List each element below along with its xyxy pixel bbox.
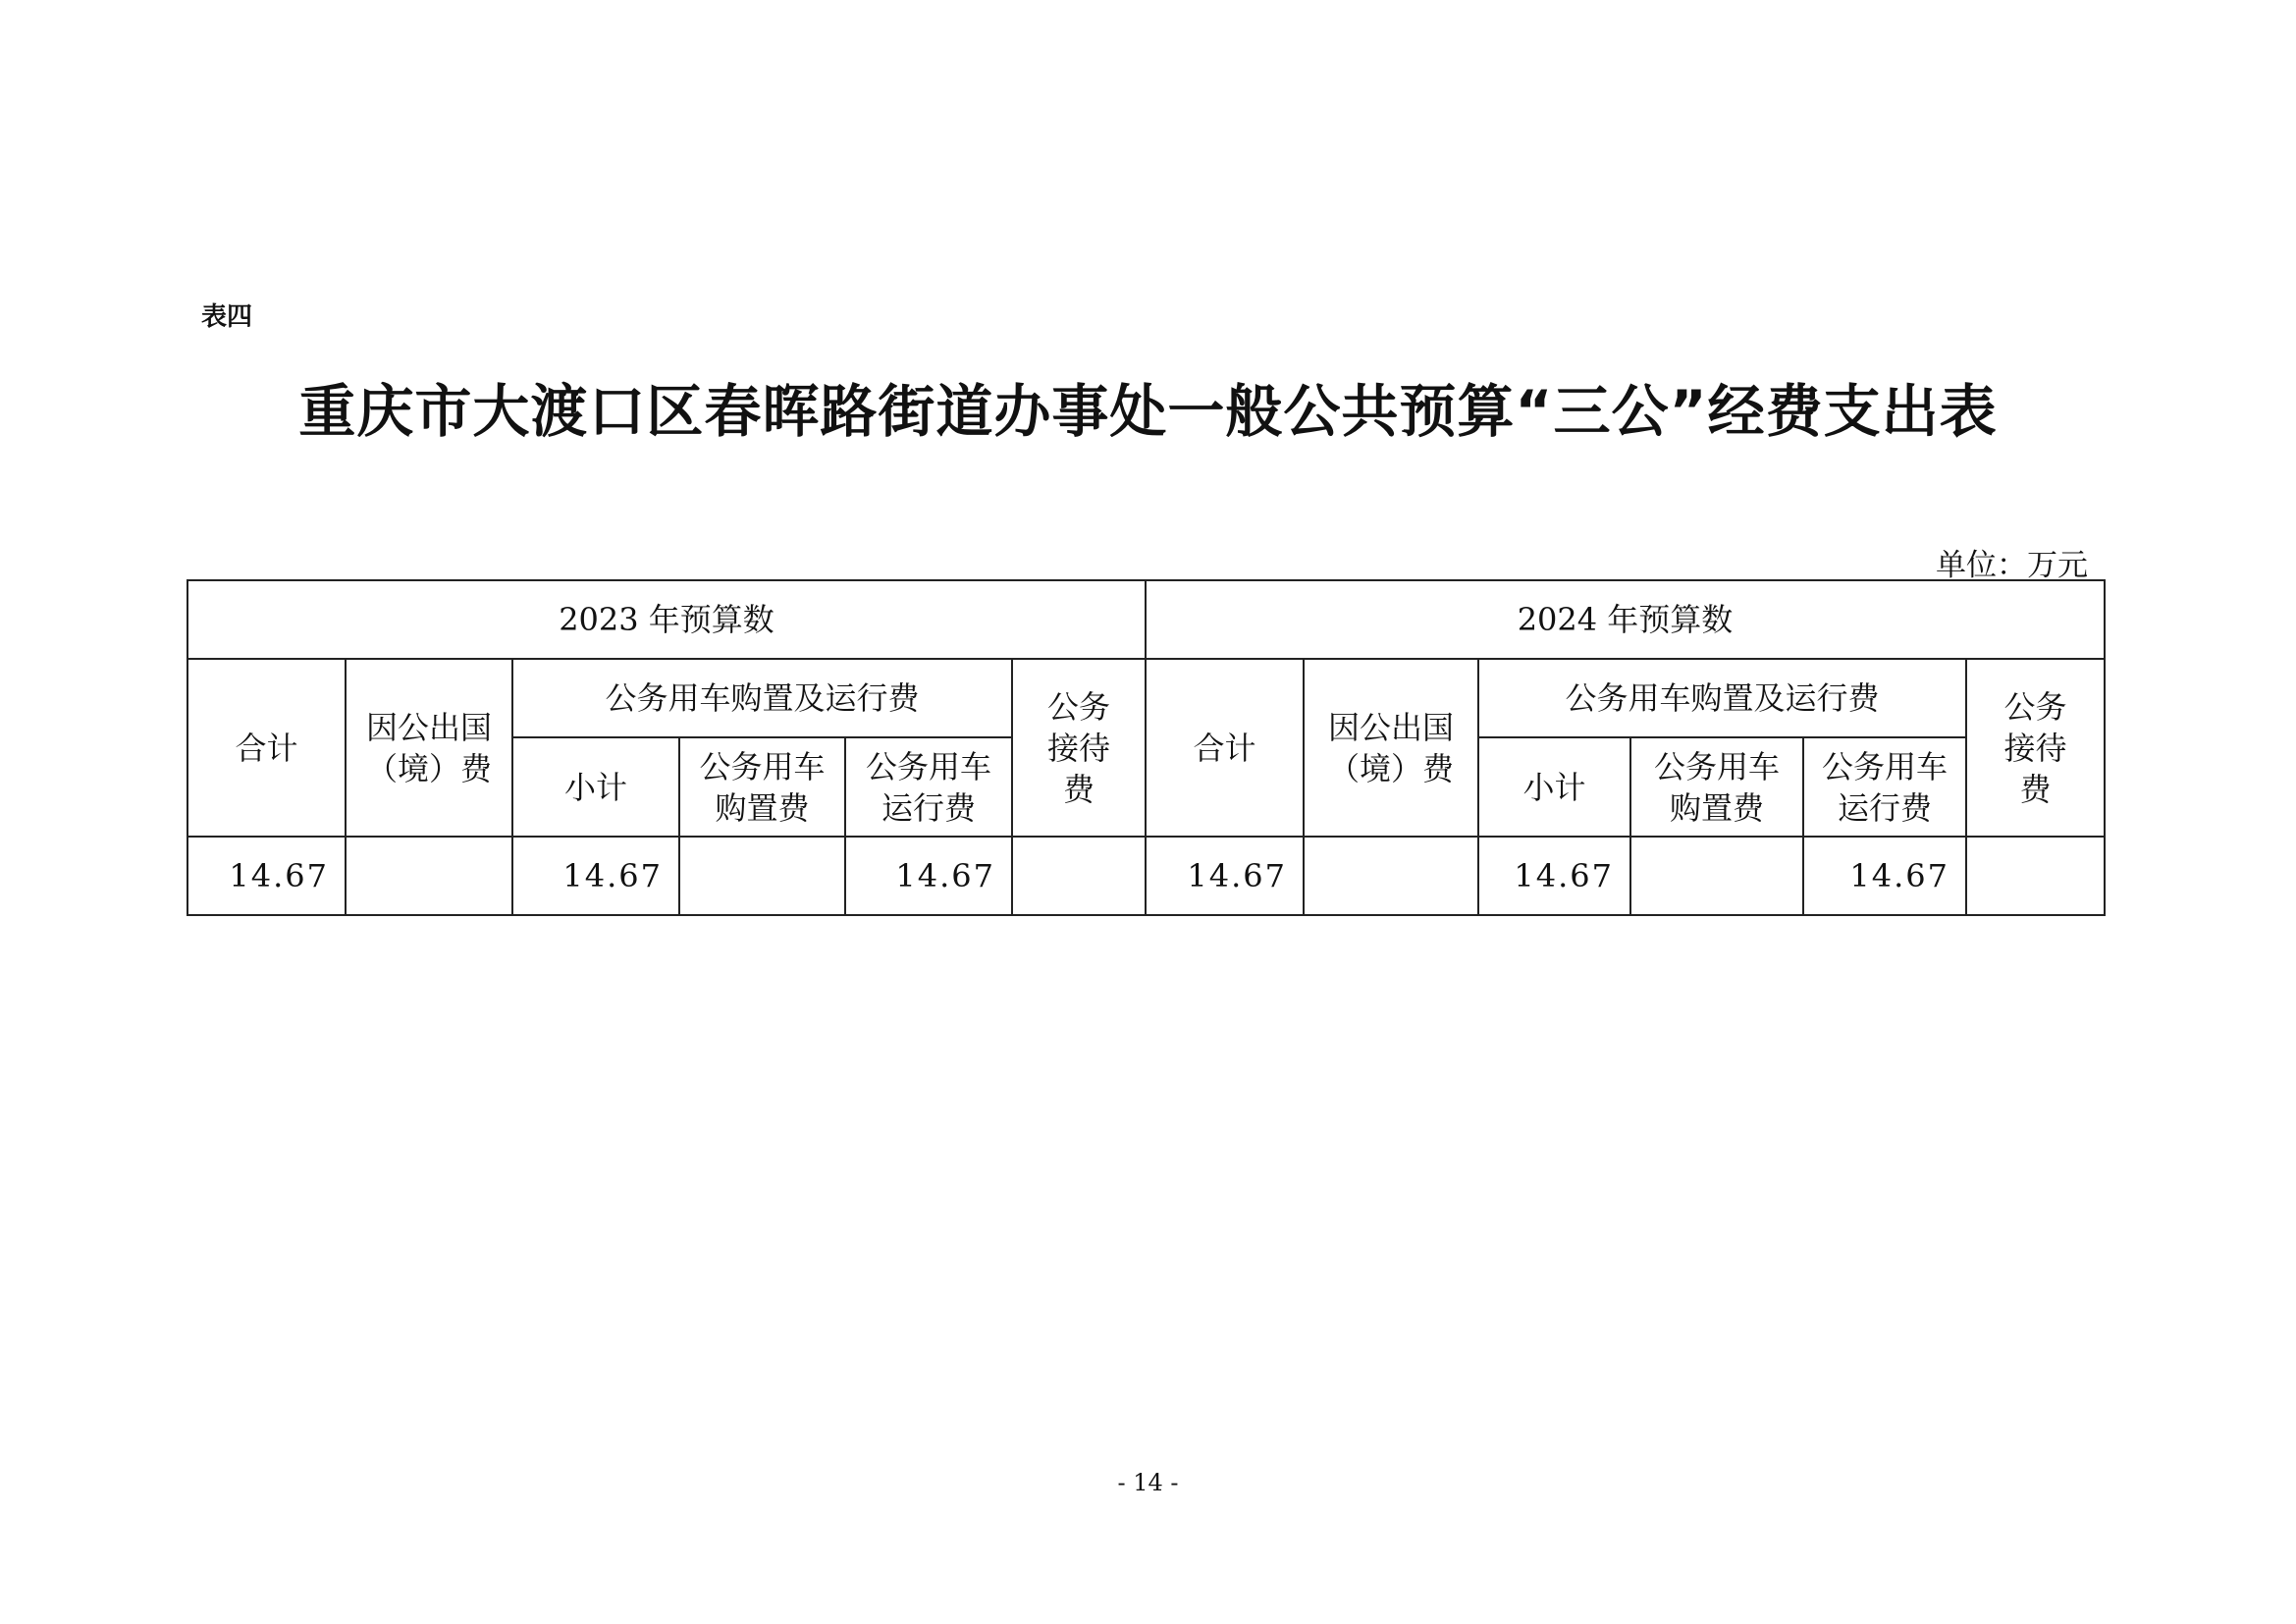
page-title: 重庆市大渡口区春晖路街道办事处一般公共预算“三公”经费支出表 xyxy=(298,378,1998,445)
header-overseas-2024: 因公出国（境）费 xyxy=(1304,659,1478,837)
value-subtotal-2024: 14.67 xyxy=(1478,837,1630,915)
page-number: - 14 - xyxy=(1117,1469,1179,1496)
value-overseas-2024 xyxy=(1304,837,1478,915)
header-purchase-2023: 公务用车购置费 xyxy=(679,737,845,837)
value-purchase-2023 xyxy=(679,837,845,915)
header-overseas-2023: 因公出国（境）费 xyxy=(346,659,512,837)
three-public-expenses-table xyxy=(187,579,2106,916)
header-vehicle-group-2023: 公务用车购置及运行费 xyxy=(512,659,1012,737)
unit-label: 单位：万元 xyxy=(1936,548,2088,583)
column-header-row xyxy=(187,659,2105,737)
value-operation-2023: 14.67 xyxy=(845,837,1012,915)
header-total-2023: 合计 xyxy=(187,659,346,837)
header-reception-2024: 公务接待费 xyxy=(1966,659,2105,837)
value-reception-2024 xyxy=(1966,837,2105,915)
year-header-row xyxy=(187,580,2105,659)
header-subtotal-2024: 小计 xyxy=(1478,737,1630,837)
value-operation-2024: 14.67 xyxy=(1803,837,1966,915)
header-total-2024: 合计 xyxy=(1146,659,1304,837)
year-header-2024: 2024 年预算数 xyxy=(1146,580,2105,659)
header-operation-2024: 公务用车运行费 xyxy=(1803,737,1966,837)
value-overseas-2023 xyxy=(346,837,512,915)
header-purchase-2024: 公务用车购置费 xyxy=(1630,737,1803,837)
header-subtotal-2023: 小计 xyxy=(512,737,679,837)
value-purchase-2024 xyxy=(1630,837,1803,915)
table-label: 表四 xyxy=(201,302,253,332)
table-row xyxy=(187,837,2105,915)
value-subtotal-2023: 14.67 xyxy=(512,837,679,915)
header-reception-2023: 公务接待费 xyxy=(1012,659,1146,837)
year-header-2023: 2023 年预算数 xyxy=(187,580,1146,659)
value-total-2024: 14.67 xyxy=(1146,837,1304,915)
value-total-2023: 14.67 xyxy=(187,837,346,915)
header-operation-2023: 公务用车运行费 xyxy=(845,737,1012,837)
value-reception-2023 xyxy=(1012,837,1146,915)
header-vehicle-group-2024: 公务用车购置及运行费 xyxy=(1478,659,1966,737)
